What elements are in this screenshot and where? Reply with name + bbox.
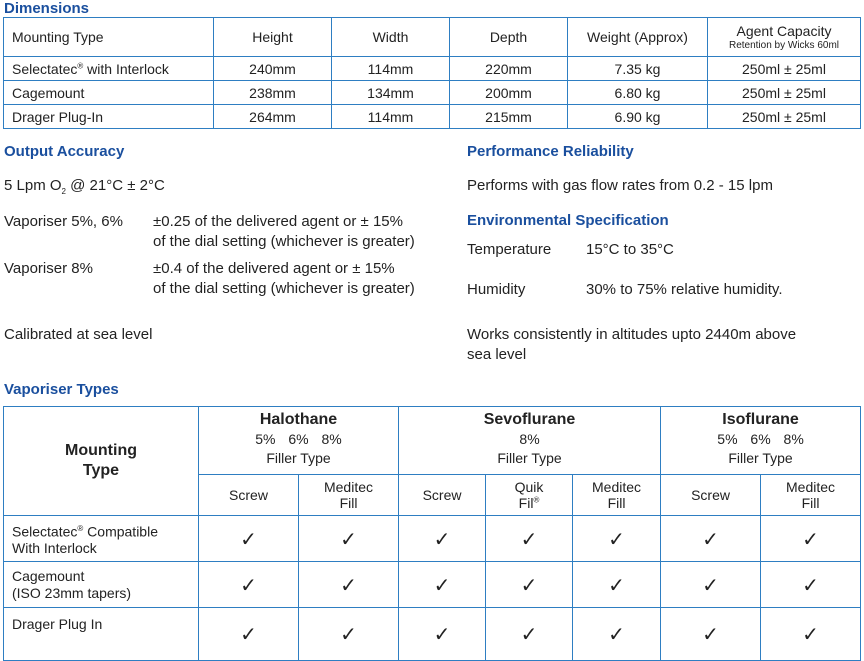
cell-capacity: 250ml ± 25ml [708,57,861,81]
check-mark: ✓ [299,562,399,608]
performance-heading: Performance Reliability [467,143,634,160]
environment-heading: Environmental Specification [467,212,669,229]
col-weight: Weight (Approx) [568,18,708,57]
filler-line1: Quik [514,479,544,495]
vaporiser-5-6-accuracy-line1: ±0.25 of the delivered agent or ± 15% [153,213,403,230]
vaporiser-types-table [3,406,861,661]
filler-type-label: Filler Type [266,450,331,466]
row-label-line2: With Interlock [12,540,97,557]
cell-depth: 215mm [450,105,568,129]
calibration-note: Calibrated at sea level [4,326,153,343]
filler-line2: Fill [801,495,820,511]
cell-width: 114mm [332,105,450,129]
check-mark: ✓ [661,608,761,661]
filler-screw: Screw [661,475,761,516]
filler-line1: Meditec [786,479,836,495]
mounting-header-line2: Type [82,462,120,479]
humidity-value: 30% to 75% relative humidity. [586,281,783,298]
vaporiser-8-accuracy-line2: of the dial setting (whichever is greater) [153,280,415,297]
humidity-label: Humidity [467,281,526,298]
col-mounting-type: Mounting Type [4,18,214,57]
vaporiser-5-6-label: Vaporiser 5%, 6% [4,213,123,230]
mounting-type-header [4,407,199,516]
check-mark: ✓ [573,516,661,562]
cell-depth: 220mm [450,57,568,81]
group-sevoflurane [399,407,661,475]
check-mark: ✓ [399,562,486,608]
check-mark: ✓ [299,608,399,661]
table-row [4,562,861,608]
check-mark: ✓ [761,608,861,661]
temperature-label: Temperature [467,241,552,258]
row-mounting-type [4,608,199,661]
check-mark: ✓ [199,608,299,661]
cell-height: 264mm [214,105,332,129]
mounting-name: Selectatec [12,60,78,77]
col-depth: Depth [450,18,568,57]
agent-percentages: 5% 6% 8% [255,431,342,447]
agent-capacity-sublabel: Retention by Wicks 60ml [728,39,840,51]
table-row [4,57,861,81]
vaporiser-8-label: Vaporiser 8% [4,260,93,277]
vaporiser-8-accuracy-line1: ±0.4 of the delivered agent or ± 15% [153,260,395,277]
cell-width: 134mm [332,81,450,105]
check-mark: ✓ [573,562,661,608]
flow-subscript: 2 [61,187,66,196]
cell-depth: 200mm [450,81,568,105]
dimensions-header-row [4,18,861,57]
filler-meditec [761,475,861,516]
group-header-row [4,407,861,475]
row-label-line2: (ISO 23mm tapers) [12,584,132,601]
filler-line2 [486,495,572,511]
check-mark: ✓ [761,562,861,608]
filler-line1: Meditec [323,479,374,495]
filler-line2-text: Fil [518,495,534,511]
temperature-value: 15°C to 35°C [586,241,674,258]
vaporiser-types-heading: Vaporiser Types [4,381,119,398]
row-label-text: Selectatec [12,523,78,540]
dimensions-table [3,17,861,129]
check-mark: ✓ [399,608,486,661]
check-mark: ✓ [199,516,299,562]
agent-percentages: 5% 6% 8% [717,431,804,447]
check-mark: ✓ [299,516,399,562]
check-mark: ✓ [486,516,573,562]
altitude-line1: Works consistently in altitudes upto 2440m above [467,326,797,343]
cell-capacity: 250ml ± 25ml [708,81,861,105]
col-height: Height [214,18,332,57]
row-mounting-type: Cagemount [4,81,214,105]
filler-meditec [299,475,399,516]
cell-height: 238mm [214,81,332,105]
check-mark: ✓ [486,608,573,661]
mounting-suffix: with Interlock [83,60,169,77]
filler-screw: Screw [199,475,299,516]
registered-mark: ® [533,495,540,505]
flow-suffix: @ 21°C ± 2°C [65,177,165,194]
filler-quik-fil [486,475,573,516]
filler-line2: Fill [607,495,626,511]
filler-type-label: Filler Type [497,450,562,466]
check-mark: ✓ [199,562,299,608]
cell-width: 114mm [332,57,450,81]
agent-percentages: 8% [519,431,540,447]
filler-line2: Fill [339,495,358,511]
col-width: Width [332,18,450,57]
registered-mark: ® [77,60,84,70]
cell-height: 240mm [214,57,332,81]
cell-weight: 6.90 kg [568,105,708,129]
agent-name: Halothane [259,411,338,428]
group-halothane [199,407,399,475]
filler-type-label: Filler Type [728,450,793,466]
altitude-line2: sea level [467,346,527,363]
flow-condition [4,176,165,202]
col-agent-capacity [708,18,861,57]
row-label-line1 [12,520,198,541]
filler-meditec [573,475,661,516]
check-mark: ✓ [486,562,573,608]
group-isoflurane [661,407,861,475]
performance-text: Performs with gas flow rates from 0.2 - 15 lpm [467,177,773,194]
mounting-header-line1: Mounting [65,442,137,459]
check-mark: ✓ [661,516,761,562]
row-mounting-type [4,562,199,608]
table-row [4,608,861,661]
agent-name: Isoflurane [722,411,799,428]
row-label-line1: Drager Plug In [12,616,103,632]
check-mark: ✓ [573,608,661,661]
cell-weight: 6.80 kg [568,81,708,105]
check-mark: ✓ [761,516,861,562]
agent-name: Sevoflurane [483,411,576,428]
cell-weight: 7.35 kg [568,57,708,81]
flow-prefix: 5 Lpm O [4,177,62,194]
check-mark: ✓ [399,516,486,562]
row-label-line1: Cagemount [12,567,85,584]
row-mounting-type [4,516,199,562]
row-label-suffix: Compatible [83,523,158,540]
filler-screw: Screw [399,475,486,516]
cell-capacity: 250ml ± 25ml [708,105,861,129]
table-row [4,516,861,562]
table-row [4,105,861,129]
table-row [4,81,861,105]
row-mounting-type: Drager Plug-In [4,105,214,129]
agent-capacity-label: Agent Capacity [736,22,832,39]
dimensions-heading: Dimensions [4,0,90,17]
registered-mark: ® [77,523,84,533]
row-mounting-type [4,57,214,81]
output-accuracy-heading: Output Accuracy [4,143,125,160]
check-mark: ✓ [661,562,761,608]
filler-line1: Meditec [592,479,642,495]
vaporiser-5-6-accuracy-line2: of the dial setting (whichever is greater) [153,233,415,250]
